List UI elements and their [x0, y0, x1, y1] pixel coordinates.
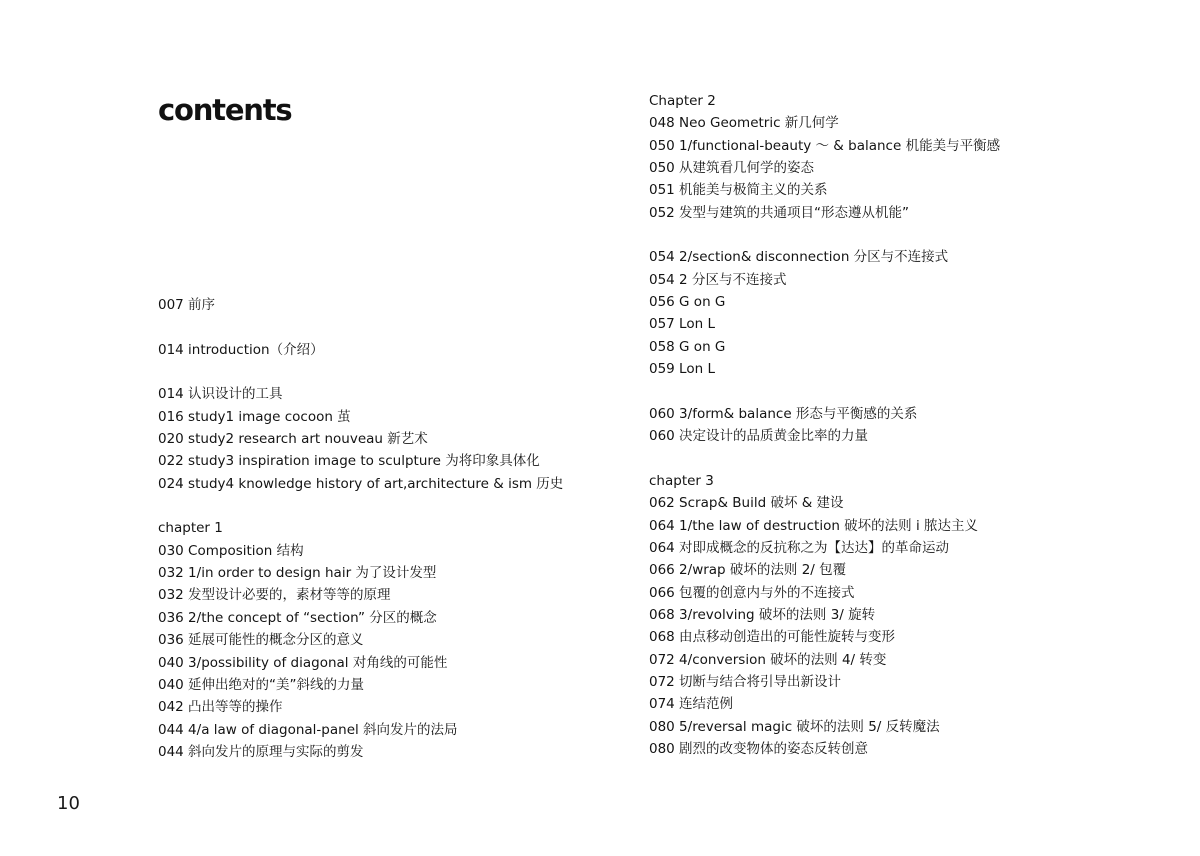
toc-entry: 062 Scrap& Build 破坏 & 建设: [649, 495, 844, 512]
toc-entry: 060 3/form& balance 形态与平衡感的关系: [649, 405, 918, 422]
toc-entry: 064 1/the law of destruction 破坏的法则 i 脓达主义: [649, 517, 979, 534]
toc-entry: 060 决定设计的品质黄金比率的力量: [649, 428, 869, 445]
toc-entry: 072 4/conversion 破坏的法则 4/ 转变: [649, 651, 887, 668]
toc-entry: 032 1/in order to design hair 为了设计发型: [158, 565, 437, 582]
toc-entry: 050 1/functional-beauty ～ & balance 机能美与平衡感: [649, 137, 1001, 154]
spacer: [649, 448, 1000, 470]
toc-entry: 058 G on G: [649, 338, 726, 355]
toc-entry: 036 延展可能性的概念分区的意义: [158, 632, 364, 649]
toc-entry: 050 从建筑看几何学的姿态: [649, 160, 815, 177]
toc-entry: 054 2/section& disconnection 分区与不连接式: [649, 249, 949, 266]
toc-entry: 014 introduction（介绍）: [158, 341, 324, 358]
toc-entry: 057 Lon L: [649, 316, 715, 333]
toc-entry: 020 study2 research art nouveau 新艺术: [158, 431, 428, 448]
toc-entry: 032 发型设计必要的，素材等等的原理: [158, 587, 391, 604]
spacer: [158, 361, 563, 383]
toc-entry: 068 3/revolving 破坏的法则 3/ 旋转: [649, 606, 876, 623]
toc-entry: 040 延伸出绝对的“美”斜线的力量: [158, 676, 365, 693]
toc-entry: 016 study1 image cocoon 茧: [158, 408, 351, 425]
toc-entry: 072 切断与结合将引导出新设计: [649, 673, 842, 690]
spacer: [158, 316, 563, 338]
toc-entry: 066 包覆的创意内与外的不连接式: [649, 584, 855, 601]
toc-entry: 042 凸出等等的操作: [158, 699, 283, 716]
toc-entry: 052 发型与建筑的共通项目“形态遵从机能”: [649, 204, 910, 221]
spacer: [649, 224, 1000, 246]
toc-entry: Chapter 2: [649, 93, 716, 109]
toc-entry: 064 对即成概念的反抗称之为【达达】的革命运动: [649, 539, 950, 556]
toc-entry: 059 Lon L: [649, 361, 715, 378]
page-title: contents: [158, 93, 292, 127]
spacer: [649, 380, 1000, 402]
toc-entry: chapter 1: [158, 520, 223, 537]
toc-entry: 074 连结范例: [649, 696, 734, 713]
toc-entry: 068 由点移动创造出的可能性旋转与变形: [649, 629, 896, 646]
toc-entry: 044 4/a law of diagonal-panel 斜向发片的法局: [158, 721, 458, 738]
toc-entry: 036 2/the concept of “section” 分区的概念: [158, 609, 437, 626]
page-number: 10: [57, 793, 80, 814]
toc-entry: 051 机能美与极简主义的关系: [649, 182, 828, 199]
toc-entry: 080 剧烈的改变物体的姿态反转创意: [649, 740, 869, 757]
toc-entry: 048 Neo Geometric 新几何学: [649, 115, 839, 132]
toc-entry: 066 2/wrap 破坏的法则 2/ 包覆: [649, 562, 847, 579]
contents-left-column: [158, 294, 563, 763]
toc-entry: 044 斜向发片的原理与实际的剪发: [158, 743, 364, 760]
contents-right-column: [649, 90, 1000, 760]
toc-entry: 007 前序: [158, 297, 216, 313]
toc-entry: 054 2 分区与不连接式: [649, 271, 787, 288]
toc-entry: 022 study3 inspiration image to sculpture 为将印象具体化: [158, 453, 540, 470]
toc-entry: 014 认识设计的工具: [158, 386, 283, 403]
toc-entry: 030 Composition 结构: [158, 542, 304, 559]
toc-entry: 056 G on G: [649, 294, 726, 311]
toc-entry: chapter 3: [649, 472, 714, 489]
spacer: [158, 495, 563, 517]
toc-entry: 040 3/possibility of diagonal 对角线的可能性: [158, 654, 448, 671]
toc-entry: 080 5/reversal magic 破坏的法则 5/ 反转魔法: [649, 718, 940, 735]
toc-entry: 024 study4 knowledge history of art,architecture & ism 历史: [158, 475, 564, 492]
